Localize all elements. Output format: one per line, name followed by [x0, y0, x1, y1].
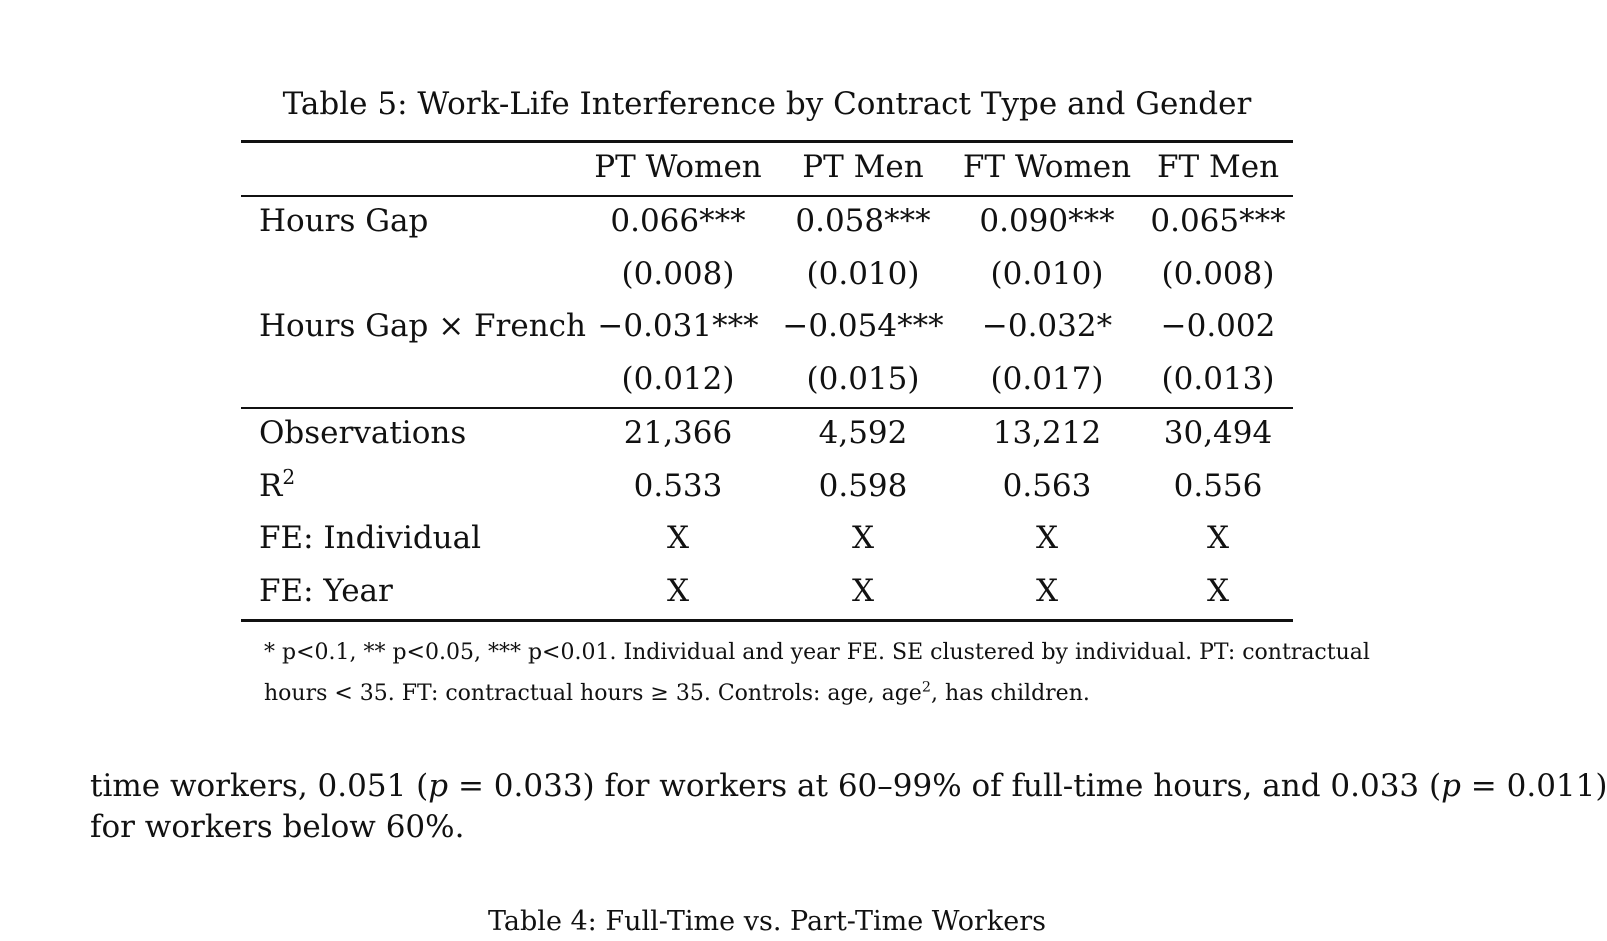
table-caption: Table 5: Work-Life Interference by Contract Type and Gender [282, 86, 1252, 122]
table-cell: 13,212 [992, 415, 1102, 451]
table-cell: 4,592 [818, 415, 908, 451]
table-cell: (0.017) [990, 361, 1104, 397]
row-label-r-squared [259, 466, 295, 506]
table-cell: 0.090*** [979, 203, 1115, 239]
header-rule [241, 195, 1293, 197]
table-cell: X [1206, 520, 1230, 556]
row-label-hours-gap: Hours Gap [259, 203, 429, 239]
table-notes [264, 632, 1370, 714]
body-text-span: = 0.033) for workers at 60–99% of full-time hours, and 0.033 ( [448, 768, 1442, 804]
table-cell: X [1035, 573, 1059, 609]
table-cell: X [851, 520, 875, 556]
notes-line-2-text: hours < 35. FT: contractual hours ≥ 35. Controls: age, age [264, 681, 922, 706]
notes-age-exponent: 2 [921, 679, 931, 696]
table-cell: 0.058*** [795, 203, 931, 239]
table-cell: 0.598 [818, 468, 908, 504]
mid-rule [241, 407, 1293, 409]
table-cell: X [1206, 573, 1230, 609]
table-cell: −0.054*** [782, 308, 944, 344]
r-squared-exponent: 2 [282, 464, 296, 489]
table-cell: −0.032* [981, 308, 1113, 344]
r-squared-base: R [259, 468, 283, 504]
row-label-fe-year: FE: Year [259, 573, 393, 609]
table-cell: (0.010) [990, 256, 1104, 292]
table-cell: (0.008) [1161, 256, 1275, 292]
next-table-caption: Table 4: Full-Time vs. Part-Time Workers [488, 906, 1046, 937]
table-cell: −0.002 [1160, 308, 1276, 344]
row-label-observations: Observations [259, 415, 467, 451]
table-notes-line-2 [264, 673, 1304, 714]
column-header-ft-women: FT Women [962, 149, 1132, 185]
p-symbol: p [428, 768, 449, 804]
p-symbol: p [1441, 768, 1461, 804]
table-cell: 0.066*** [610, 203, 746, 239]
table-cell: −0.031*** [597, 308, 759, 344]
table-cell: X [1035, 520, 1059, 556]
body-paragraph [90, 766, 1607, 848]
column-header-pt-women: PT Women [594, 149, 762, 185]
table-cell: 0.065*** [1150, 203, 1286, 239]
body-text-span: = 0.011) [1460, 768, 1607, 804]
table-cell: (0.012) [621, 361, 735, 397]
bottom-rule [241, 619, 1293, 622]
body-line-1 [90, 766, 1607, 807]
table-cell: X [851, 573, 875, 609]
notes-line-2-end: , has children. [930, 681, 1090, 706]
body-text-span: time workers, 0.051 ( [90, 768, 429, 804]
top-rule [241, 140, 1293, 143]
table-notes-line-1: * p<0.1, ** p<0.05, *** p<0.01. Individual and year FE. SE clustered by individual. PT: contractual [264, 640, 1370, 665]
table-cell: 0.563 [1002, 468, 1092, 504]
table-cell: X [666, 573, 690, 609]
table-cell: (0.010) [806, 256, 920, 292]
column-header-pt-men: PT Men [802, 149, 924, 185]
table-cell: X [666, 520, 690, 556]
table-cell: (0.008) [621, 256, 735, 292]
table-cell: 0.533 [633, 468, 723, 504]
body-line-2: for workers below 60%. [90, 809, 465, 845]
table-cell: 30,494 [1163, 415, 1273, 451]
table-cell: 21,366 [623, 415, 733, 451]
row-label-fe-individual: FE: Individual [259, 520, 482, 556]
row-label-hours-gap-french: Hours Gap × French [259, 308, 586, 344]
column-header-ft-men: FT Men [1156, 149, 1280, 185]
table-cell: (0.013) [1161, 361, 1275, 397]
table-cell: (0.015) [806, 361, 920, 397]
table-cell: 0.556 [1173, 468, 1263, 504]
